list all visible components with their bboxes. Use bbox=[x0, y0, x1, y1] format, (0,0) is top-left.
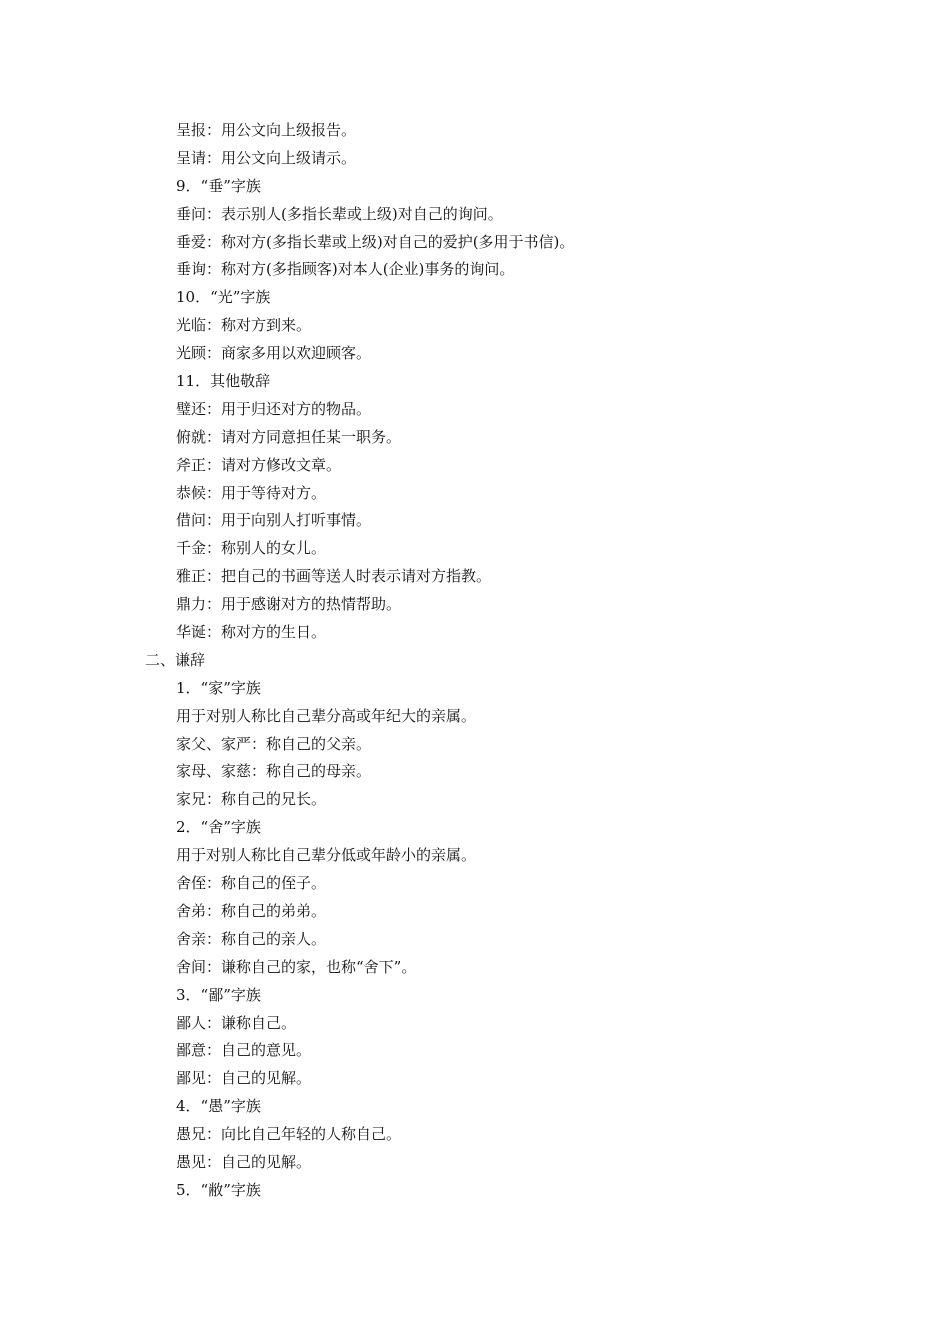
text-line: 呈请：用公文向上级请示。 bbox=[176, 148, 357, 167]
text-line: 愚见：自己的见解。 bbox=[176, 1152, 312, 1171]
text-line: 俯就：请对方同意担任某一职务。 bbox=[176, 427, 402, 446]
text-line: 光顾：商家多用以欢迎顾客。 bbox=[176, 344, 372, 363]
text-line: 10．“光”字族 bbox=[176, 288, 271, 307]
text-line: 舍弟：称自己的弟弟。 bbox=[176, 901, 327, 920]
text-line: 华诞：称对方的生日。 bbox=[176, 623, 327, 642]
text-line: 呈报：用公文向上级报告。 bbox=[176, 121, 357, 139]
text-line: 3．“鄙”字族 bbox=[176, 985, 261, 1004]
text-line: 1．“家”字族 bbox=[176, 678, 261, 697]
text-line: 用于对别人称比自己辈分低或年龄小的亲属。 bbox=[176, 846, 477, 865]
text-line: 恭候：用于等待对方。 bbox=[176, 483, 327, 502]
text-line: 借问：用于向别人打听事情。 bbox=[176, 511, 372, 530]
text-line: 2．“舍”字族 bbox=[176, 818, 261, 837]
section-heading: 二、谦辞 bbox=[145, 650, 206, 669]
text-line: 4．“愚”字族 bbox=[176, 1097, 261, 1116]
text-line: 舍亲：称自己的亲人。 bbox=[176, 929, 327, 948]
text-line: 斧正：请对方修改文章。 bbox=[176, 455, 342, 474]
text-line: 垂询：称对方(多指顾客)对本人(企业)事务的询问。 bbox=[176, 260, 515, 279]
text-line: 家父、家严：称自己的父亲。 bbox=[176, 734, 372, 753]
text-line: 5．“敝”字族 bbox=[176, 1180, 261, 1199]
text-line: 9．“垂”字族 bbox=[176, 176, 261, 195]
text-line: 舍侄：称自己的侄子。 bbox=[176, 874, 327, 893]
text-line: 鄙意：自己的意见。 bbox=[176, 1041, 312, 1060]
text-line: 舍间：谦称自己的家，也称“舍下”。 bbox=[176, 957, 417, 976]
text-line: 家兄：称自己的兄长。 bbox=[176, 790, 327, 809]
document-page bbox=[0, 117, 950, 1205]
text-line: 雅正：把自己的书画等送人时表示请对方指教。 bbox=[176, 567, 492, 586]
text-line: 鄙见：自己的见解。 bbox=[176, 1069, 312, 1088]
text-line: 光临：称对方到来。 bbox=[176, 316, 312, 335]
text-line: 用于对别人称比自己辈分高或年纪大的亲属。 bbox=[176, 706, 477, 725]
text-line: 垂爱：称对方(多指长辈或上级)对自己的爱护(多用于书信)。 bbox=[176, 232, 575, 251]
text-line: 鼎力：用于感谢对方的热情帮助。 bbox=[176, 595, 402, 614]
text-line: 家母、家慈：称自己的母亲。 bbox=[176, 762, 372, 781]
text-line: 千金：称别人的女儿。 bbox=[176, 539, 327, 558]
text-line: 鄙人：谦称自己。 bbox=[176, 1013, 297, 1032]
text-line: 11．其他敬辞 bbox=[176, 372, 271, 391]
text-line: 愚兄：向比自己年轻的人称自己。 bbox=[176, 1125, 402, 1144]
text-line: 璧还：用于归还对方的物品。 bbox=[176, 399, 372, 418]
text-line: 垂问：表示别人(多指长辈或上级)对自己的询问。 bbox=[176, 204, 503, 223]
